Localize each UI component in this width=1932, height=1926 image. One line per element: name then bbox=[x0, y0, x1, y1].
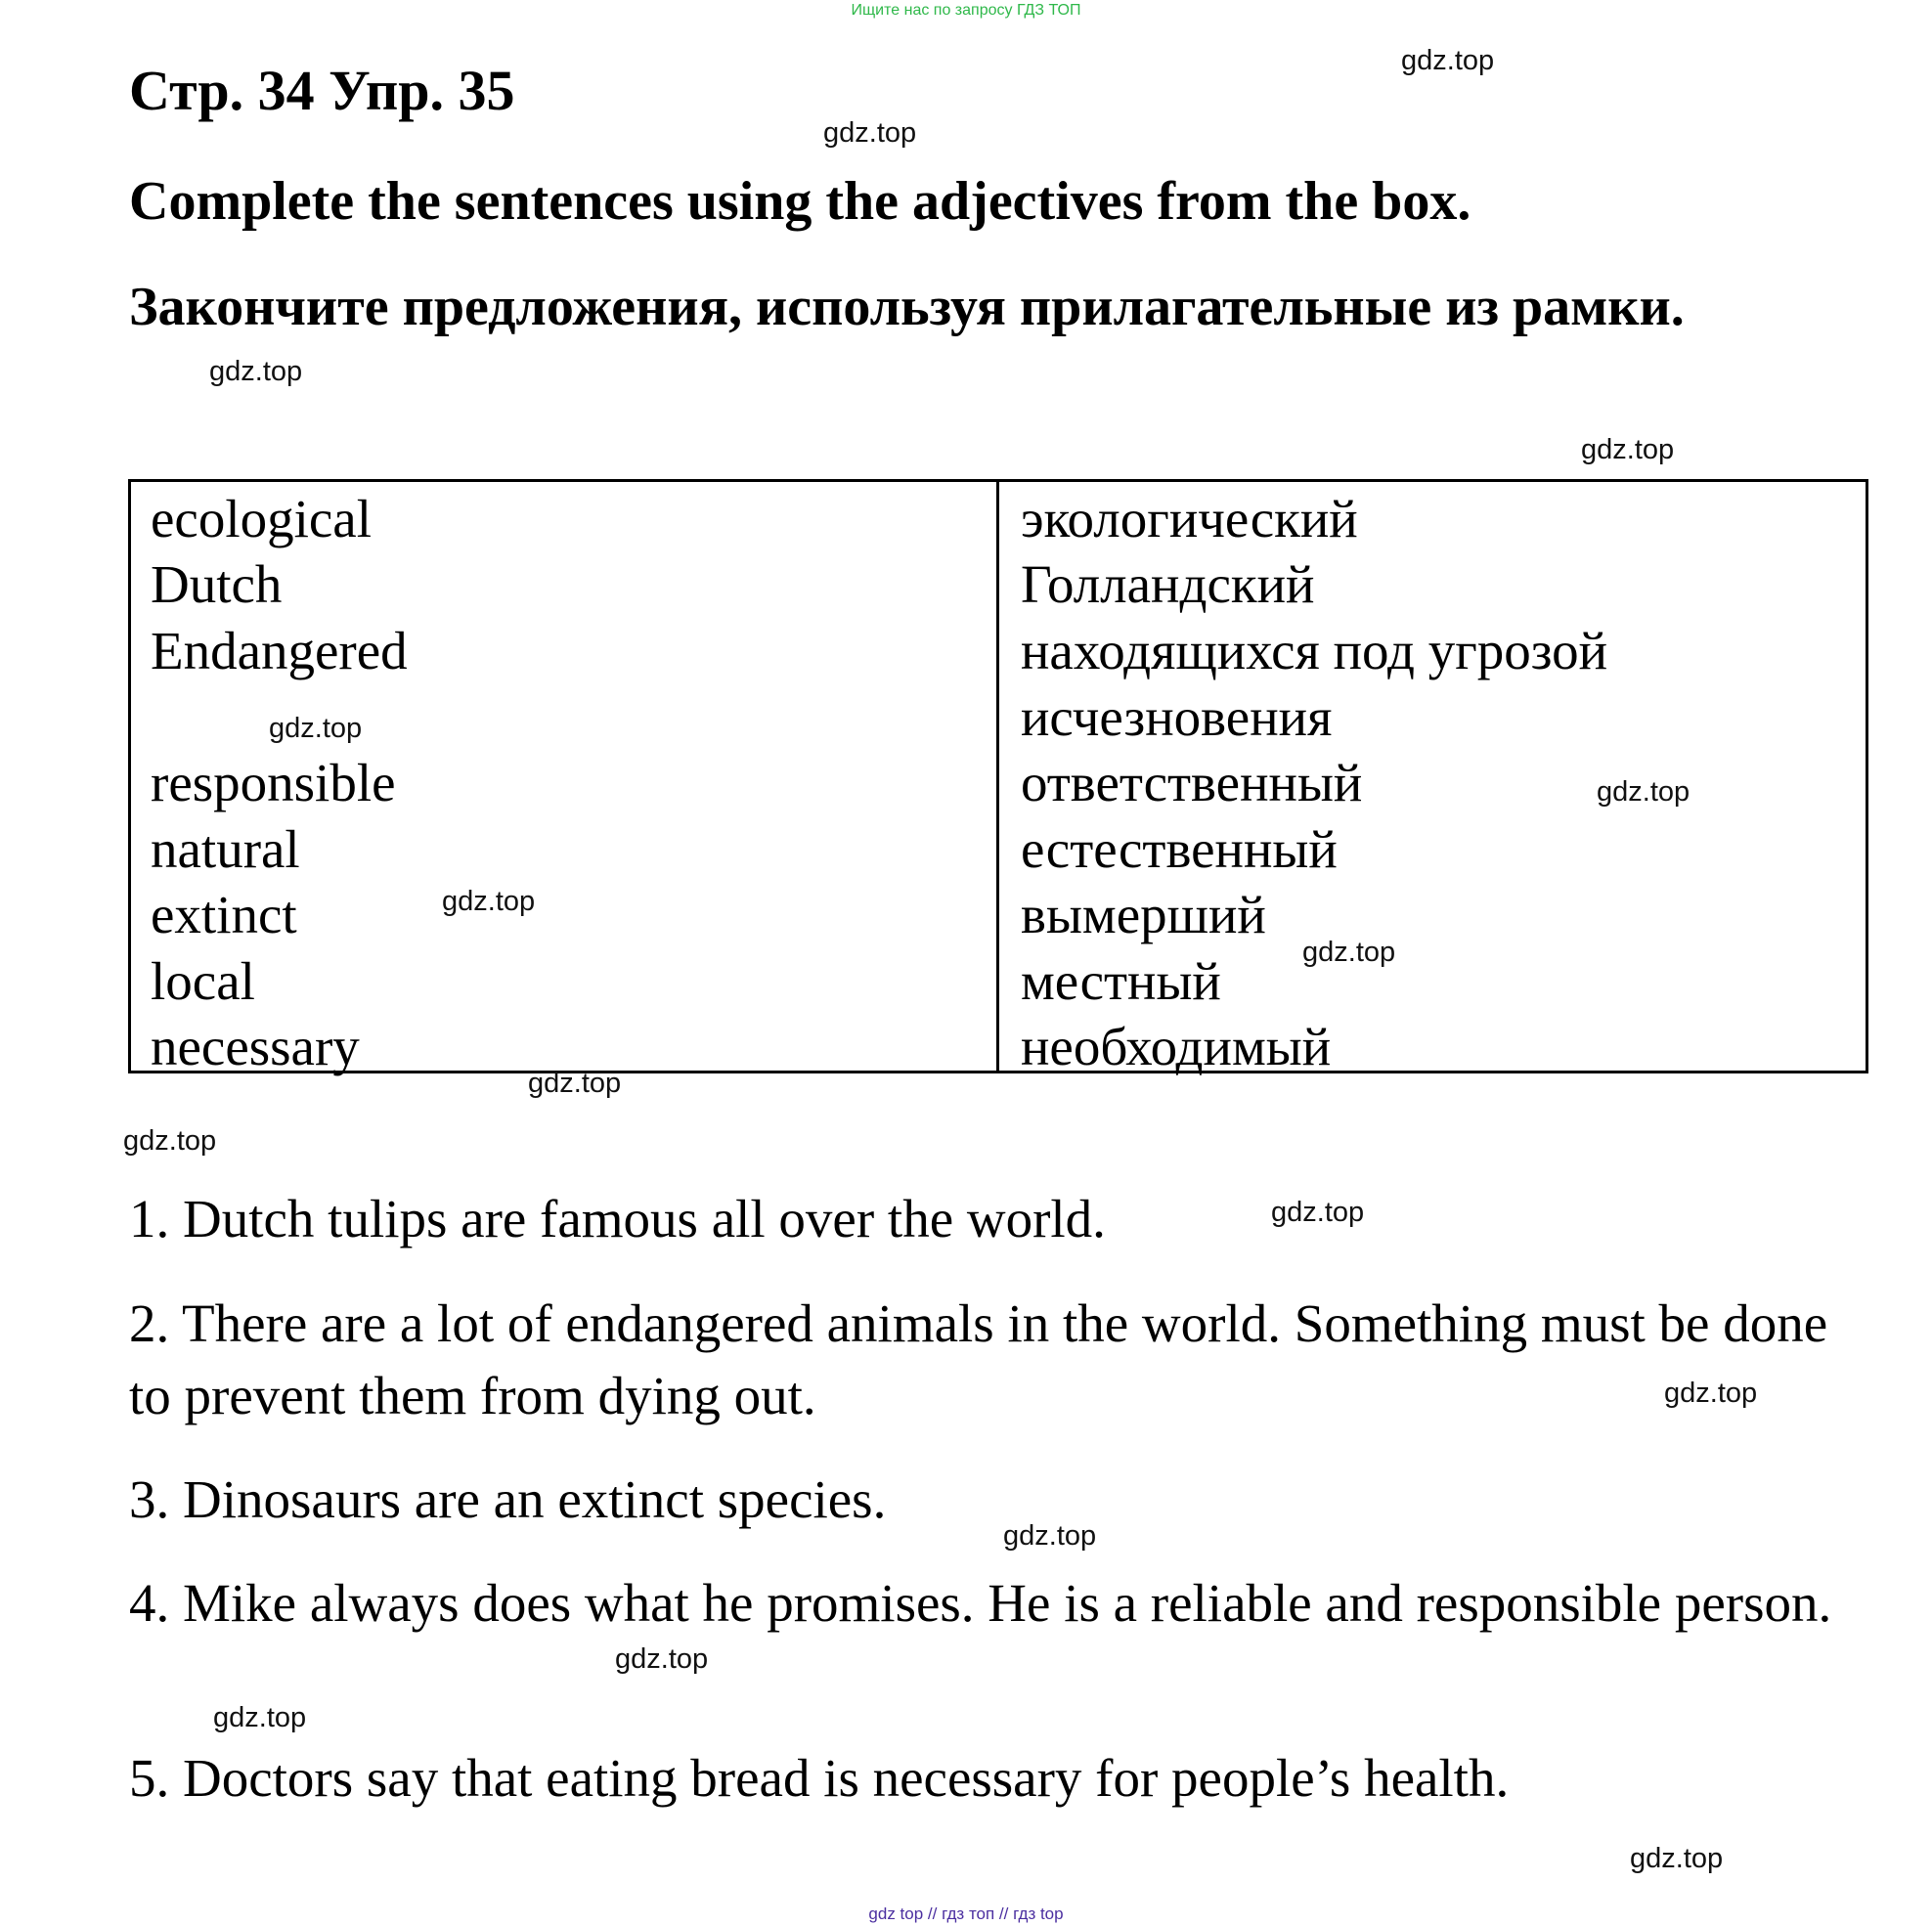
vocabulary-divider bbox=[996, 479, 999, 1073]
vocab-en-word: responsible bbox=[151, 753, 396, 812]
vocab-ru-word: естественный bbox=[1021, 819, 1338, 879]
vocab-ru-word: находящихся под угрозой bbox=[1021, 621, 1608, 680]
vocab-en-word: extinct bbox=[151, 885, 297, 944]
footer-text: gdz top // гдз топ // гдз top bbox=[868, 1904, 1064, 1923]
vocab-ru-word: вымерший bbox=[1021, 885, 1266, 944]
answer-sentence-3: 3. Dinosaurs are an extinct species. bbox=[129, 1469, 887, 1529]
vocab-en-word: local bbox=[151, 951, 255, 1011]
vocab-ru-word: местный bbox=[1021, 951, 1221, 1011]
watermark: gdz.top bbox=[1664, 1378, 1758, 1409]
vocab-ru-word: исчезновения bbox=[1021, 687, 1333, 747]
vocab-ru-word: Голландский bbox=[1021, 554, 1315, 614]
watermark: gdz.top bbox=[823, 117, 917, 149]
task-instruction-en: Complete the sentences using the adjectives from the box. bbox=[129, 171, 1471, 232]
watermark: gdz.top bbox=[1630, 1843, 1724, 1874]
watermark: gdz.top bbox=[269, 713, 363, 744]
watermark: gdz.top bbox=[1597, 776, 1690, 808]
answer-sentence-5: 5. Doctors say that eating bread is necessary for people’s health. bbox=[129, 1748, 1510, 1808]
watermark: gdz.top bbox=[1302, 937, 1396, 968]
watermark: gdz.top bbox=[1271, 1197, 1365, 1228]
vocab-en-word: Endangered bbox=[151, 621, 408, 680]
answer-sentence-1: 1. Dutch tulips are famous all over the world. bbox=[129, 1189, 1106, 1248]
vocab-ru-word: экологический bbox=[1021, 489, 1358, 548]
task-instruction-ru: Закончите предложения, используя прилагательные из рамки. bbox=[129, 277, 1685, 337]
watermark: gdz.top bbox=[442, 886, 536, 917]
answer-sentence-4: 4. Mike always does what he promises. He is a reliable and responsible person. bbox=[129, 1573, 1832, 1633]
watermark: gdz.top bbox=[1581, 434, 1675, 465]
watermark: gdz.top bbox=[213, 1702, 307, 1733]
vocab-en-word: natural bbox=[151, 819, 300, 879]
vocab-en-word: necessary bbox=[151, 1017, 360, 1076]
watermark: gdz.top bbox=[209, 356, 303, 387]
answer-sentence-2: 2. There are a lot of endangered animals in the world. Something must be done to prevent them from dying out. bbox=[129, 1293, 1828, 1425]
vocab-en-word: ecological bbox=[151, 489, 372, 548]
watermark: gdz.top bbox=[1401, 45, 1495, 76]
vocab-en-word: Dutch bbox=[151, 554, 283, 614]
watermark: gdz.top bbox=[528, 1068, 622, 1099]
watermark: gdz.top bbox=[1003, 1520, 1097, 1552]
vocab-ru-word: необходимый bbox=[1021, 1017, 1332, 1076]
top-banner: Ищите нас по запросу ГДЗ ТОП bbox=[851, 2, 1081, 19]
vocab-ru-word: ответственный bbox=[1021, 753, 1363, 812]
watermark: gdz.top bbox=[615, 1643, 709, 1675]
watermark: gdz.top bbox=[123, 1125, 217, 1157]
page-title: Стр. 34 Упр. 35 bbox=[129, 59, 515, 122]
